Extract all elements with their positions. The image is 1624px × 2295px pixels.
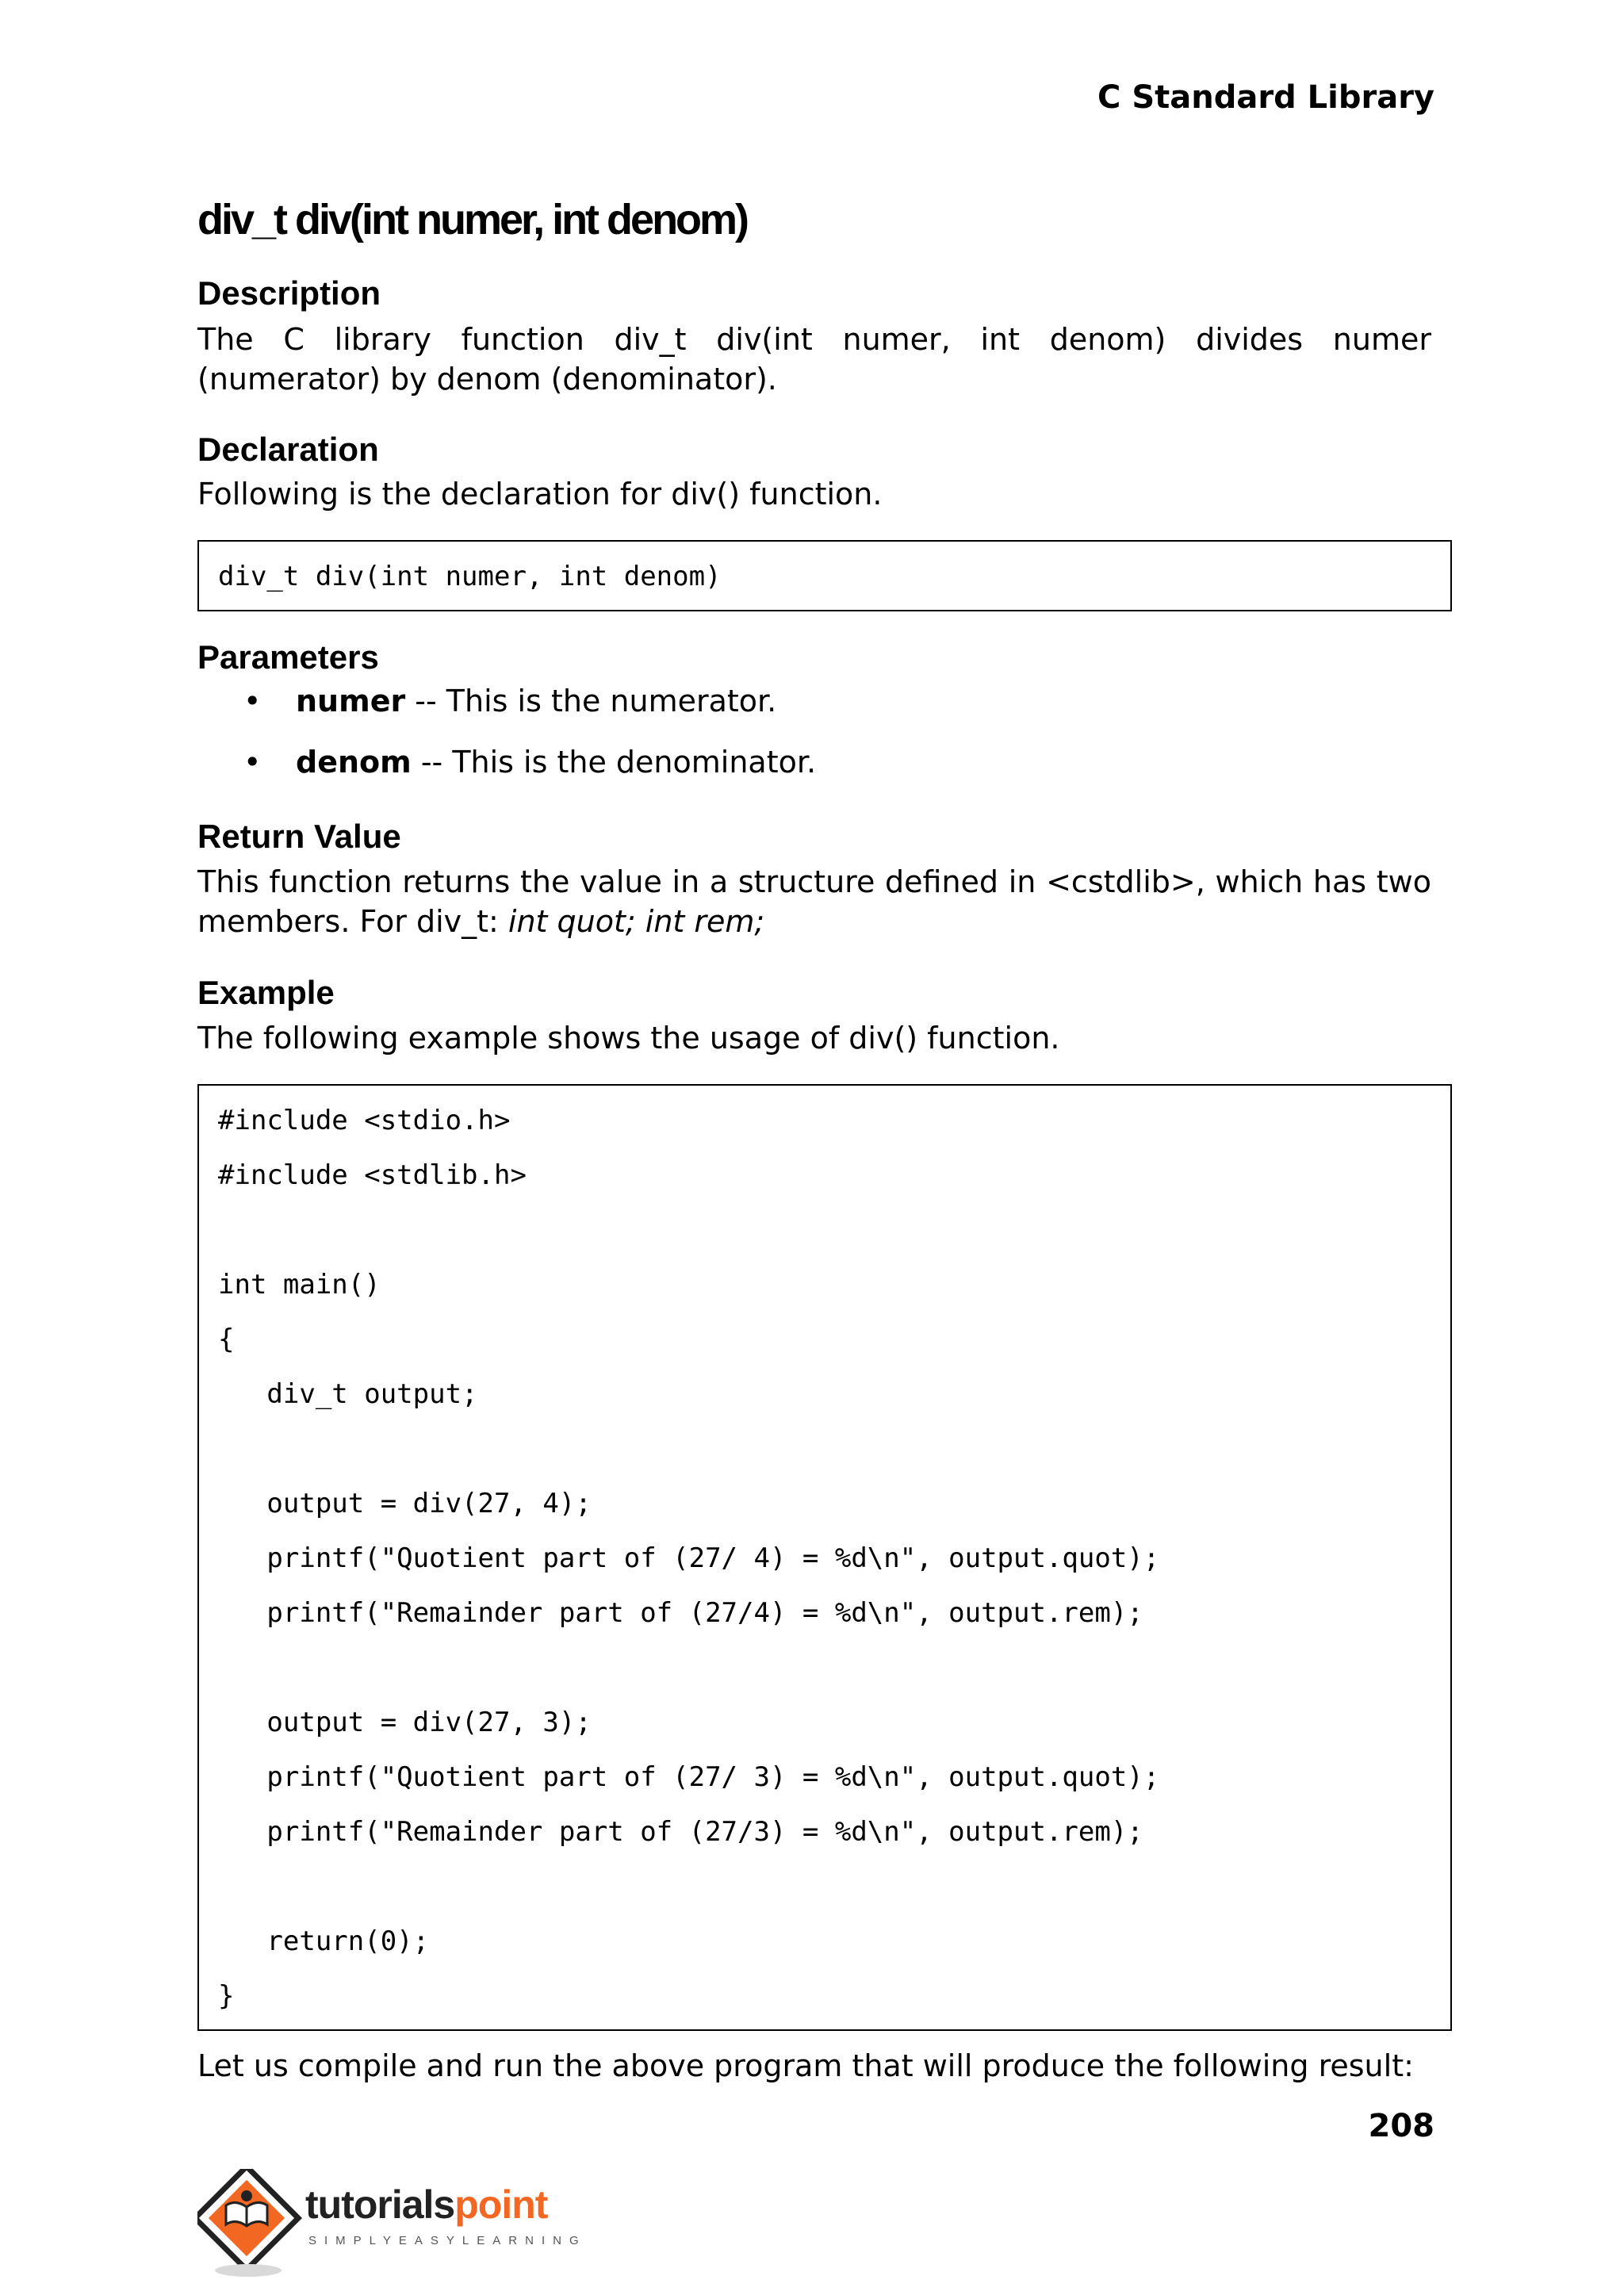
parameter-name: denom (296, 745, 412, 780)
parameters-heading: Parameters (197, 638, 379, 676)
logo-wordmark: tutorialspoint (305, 2182, 548, 2227)
example-intro: The following example shows the usage of div() function. (197, 1021, 1060, 1056)
declaration-intro: Following is the declaration for div() function. (197, 477, 883, 511)
code-line: } (218, 1980, 235, 2012)
code-line: output = div(27, 3); (218, 1707, 592, 1738)
return-value-heading: Return Value (197, 818, 401, 855)
code-line: #include <stdlib.h> (218, 1159, 527, 1191)
description-line-2: (numerator) by denom (denominator). (197, 362, 777, 397)
code-line: printf("Quotient part of (27/ 3) = %d\n", output.quot); (218, 1761, 1160, 1793)
code-line: printf("Quotient part of (27/ 4) = %d\n", output.quot); (218, 1542, 1160, 1574)
parameter-desc: -- This is the denominator. (411, 745, 817, 780)
example-code-box (197, 1084, 1452, 2031)
code-line: return(0); (218, 1925, 430, 1957)
description-text (197, 320, 1431, 399)
code-line: printf("Remainder part of (27/4) = %d\n", output.rem); (218, 1597, 1143, 1629)
code-line: div_t output; (218, 1378, 478, 1410)
page-title: div_t div(int numer, int denom) (197, 196, 748, 243)
code-line: #include <stdio.h> (218, 1105, 511, 1136)
tutorialspoint-logo (197, 2169, 587, 2280)
code-line: { (218, 1324, 235, 1355)
code-line: printf("Remainder part of (27/3) = %d\n", output.rem); (218, 1816, 1143, 1848)
return-members: int quot; int rem; (508, 904, 765, 939)
return-value-line-1: This function returns the value in a structure defined in <cstdlib>, which has two (197, 864, 1431, 899)
example-outro: Let us compile and run the above program that will produce the following result: (197, 2048, 1414, 2083)
parameter-desc: -- This is the numerator. (405, 684, 777, 718)
running-header: C Standard Library (1097, 79, 1434, 116)
logo-tagline: SIMPLYEASYLEARNING (308, 2234, 587, 2247)
example-heading: Example (197, 974, 335, 1011)
declaration-heading: Declaration (197, 431, 379, 468)
bullet-icon: • (243, 684, 262, 718)
return-value-text (197, 862, 1431, 941)
declaration-code-box (197, 540, 1452, 611)
return-value-line-2: members. For div_t: int quot; int rem; (197, 904, 765, 939)
declaration-code: div_t div(int numer, int denom) (218, 561, 722, 592)
bullet-icon: • (243, 745, 262, 780)
code-line: output = div(27, 4); (218, 1488, 592, 1519)
parameter-name: numer (296, 684, 406, 718)
code-line: int main() (218, 1269, 381, 1301)
description-heading: Description (197, 274, 381, 312)
page-number: 208 (1368, 2108, 1434, 2144)
description-line-1: The C library function div_t div(int numer, int denom) divides numer (197, 322, 1431, 357)
